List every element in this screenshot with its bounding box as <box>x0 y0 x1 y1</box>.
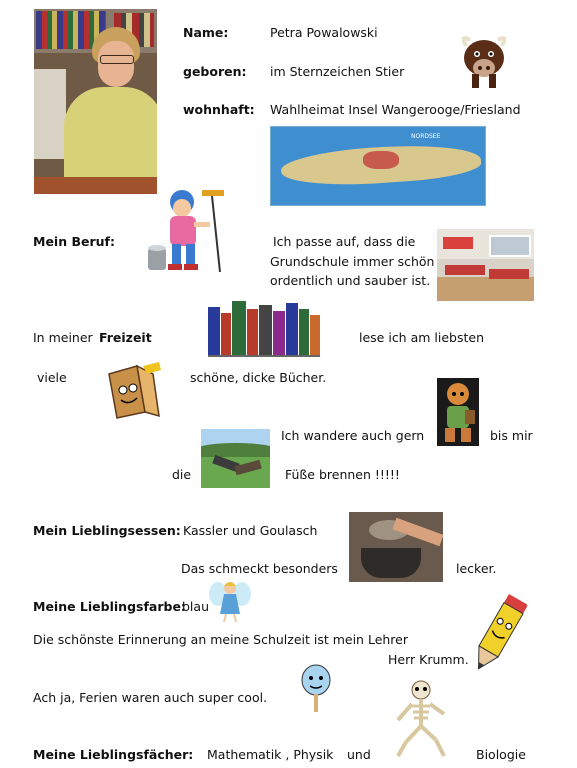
residence-label: wohnhaft: <box>183 102 255 117</box>
color-label: Meine Lieblingsfarbe: <box>33 599 186 614</box>
hike-bis-mir: bis mir <box>490 428 533 443</box>
subject-math-physics: Mathematik , Physik <box>207 747 334 762</box>
cartoon-book-icon <box>103 360 163 420</box>
born-label: geboren: <box>183 64 247 79</box>
born-value: im Sternzeichen Stier <box>270 64 405 79</box>
fairy-icon <box>208 578 252 622</box>
hiker-icon <box>437 378 479 446</box>
food-line-2: Das schmeckt besonders <box>181 561 338 576</box>
meadow-feet-photo <box>201 429 270 488</box>
holidays-text: Ach ja, Ferien waren auch super cool. <box>33 690 268 705</box>
freetime-bold: Freizeit <box>99 330 152 345</box>
job-line-2: Grundschule immer schön <box>270 254 435 269</box>
job-line-1: Ich passe auf, dass die <box>273 234 416 249</box>
memory-line-1: Die schönste Erinnerung an meine Schulzeit ist mein Lehrer <box>33 632 409 647</box>
food-value: Kassler und Goulasch <box>183 523 318 538</box>
books-icon <box>208 301 320 357</box>
freetime-viele: viele <box>37 370 67 385</box>
freetime-books: schöne, dicke Bücher. <box>190 370 327 385</box>
residence-value: Wahlheimat Insel Wangerooge/Friesland <box>270 102 521 117</box>
portrait-photo <box>34 9 157 194</box>
pencil-icon <box>469 590 527 680</box>
freetime-suffix: lese ich am liebsten <box>359 330 484 345</box>
subject-und: und <box>347 747 371 762</box>
name-value: Petra Powalowski <box>270 25 378 40</box>
freetime-prefix: In meiner <box>33 330 93 345</box>
food-lecker: lecker. <box>456 561 497 576</box>
classroom-photo <box>437 229 534 301</box>
job-line-3: ordentlich und sauber ist. <box>270 273 431 288</box>
hike-line-1: Ich wandere auch gern <box>281 428 425 443</box>
bull-icon <box>460 28 508 90</box>
janitor-icon <box>146 186 232 276</box>
island-map <box>270 126 486 206</box>
skeleton-icon <box>392 680 450 760</box>
subjects-label: Meine Lieblingsfächer: <box>33 747 194 762</box>
map-label: NORDSEE <box>411 133 441 140</box>
cooking-photo <box>349 512 443 582</box>
subject-biology: Biologie <box>476 747 526 762</box>
food-label: Mein Lieblingsessen: <box>33 523 181 538</box>
name-label: Name: <box>183 25 229 40</box>
ice-cream-icon <box>298 662 334 714</box>
color-value: blau <box>182 599 209 614</box>
hike-die: die <box>172 467 192 482</box>
hike-feet: Füße brennen !!!!! <box>285 467 400 482</box>
memory-line-2: Herr Krumm. <box>388 652 469 667</box>
job-label: Mein Beruf: <box>33 234 115 249</box>
